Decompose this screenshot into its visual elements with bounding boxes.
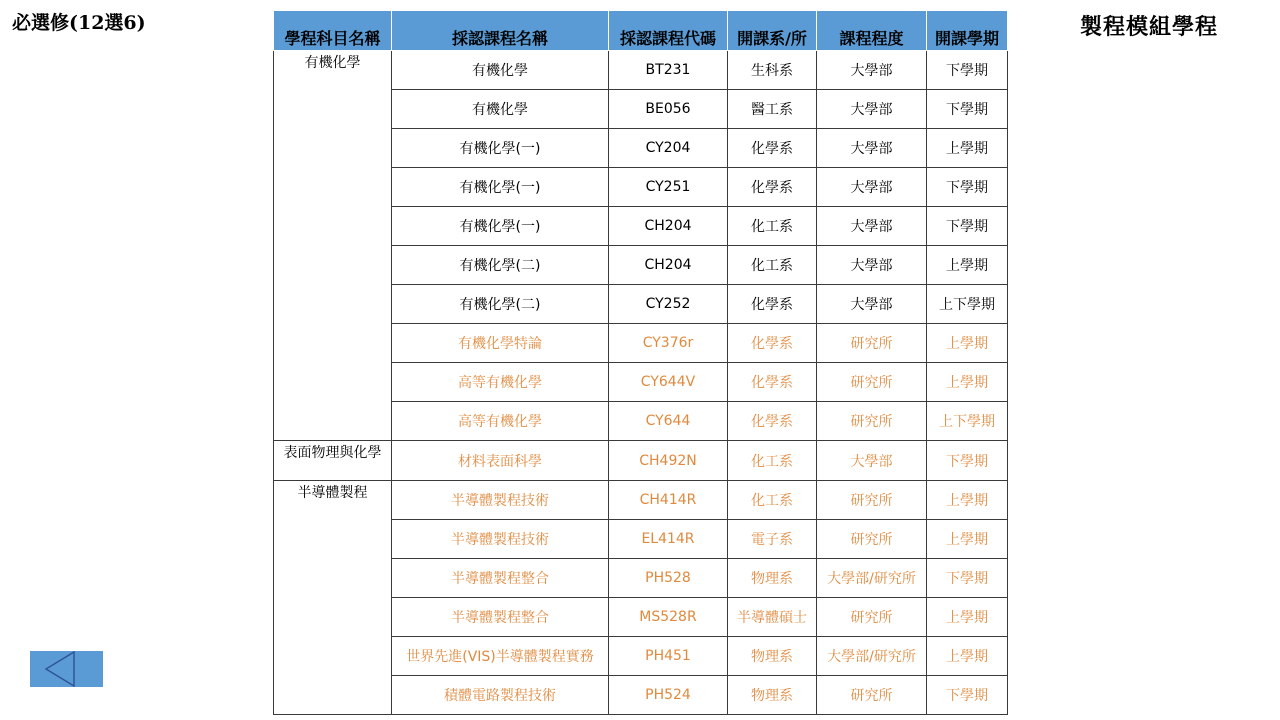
level-cell: 研究所 [817, 363, 927, 402]
column-header-subject: 學程科目名稱 [274, 11, 392, 51]
course-name-cell: 世界先進(VIS)半導體製程實務 [392, 637, 609, 676]
department-cell: 化工系 [728, 481, 817, 520]
course-name-cell: 積體電路製程技術 [392, 676, 609, 715]
course-code-cell: EL414R [609, 520, 728, 559]
department-cell: 化學系 [728, 168, 817, 207]
subject-cell: 半導體製程 [274, 481, 392, 715]
level-cell: 大學部 [817, 441, 927, 481]
level-cell: 大學部/研究所 [817, 637, 927, 676]
department-cell: 物理系 [728, 676, 817, 715]
subject-cell: 有機化學 [274, 51, 392, 441]
term-cell: 上學期 [927, 520, 1008, 559]
course-name-cell: 有機化學 [392, 51, 609, 90]
level-cell: 大學部/研究所 [817, 559, 927, 598]
level-cell: 大學部 [817, 51, 927, 90]
table-row [274, 51, 1008, 90]
level-cell: 研究所 [817, 402, 927, 441]
course-name-cell: 有機化學 [392, 90, 609, 129]
table-row [274, 441, 1008, 481]
column-header-level: 課程程度 [817, 11, 927, 51]
department-cell: 化學系 [728, 324, 817, 363]
term-cell: 下學期 [927, 90, 1008, 129]
department-cell: 物理系 [728, 559, 817, 598]
program-title: 製程模組學程 [1080, 14, 1219, 40]
level-cell: 大學部 [817, 246, 927, 285]
course-name-cell: 有機化學(一) [392, 168, 609, 207]
course-code-cell: MS528R [609, 598, 728, 637]
column-header-course-code: 採認課程代碼 [609, 11, 728, 51]
department-cell: 化工系 [728, 441, 817, 481]
level-cell: 大學部 [817, 207, 927, 246]
level-cell: 大學部 [817, 129, 927, 168]
term-cell: 下學期 [927, 441, 1008, 481]
column-header-term: 開課學期 [927, 11, 1008, 51]
department-cell: 化學系 [728, 285, 817, 324]
department-cell: 物理系 [728, 637, 817, 676]
course-name-cell: 有機化學(一) [392, 129, 609, 168]
course-code-cell: PH528 [609, 559, 728, 598]
course-name-cell: 有機化學特論 [392, 324, 609, 363]
column-header-department: 開課系/所 [728, 11, 817, 51]
course-code-cell: CY376r [609, 324, 728, 363]
course-code-cell: PH451 [609, 637, 728, 676]
course-name-cell: 材料表面科學 [392, 441, 609, 481]
level-cell: 大學部 [817, 285, 927, 324]
term-cell: 下學期 [927, 168, 1008, 207]
level-cell: 研究所 [817, 481, 927, 520]
triangle-left-icon [30, 651, 103, 687]
course-code-cell: CH204 [609, 246, 728, 285]
course-code-cell: BE056 [609, 90, 728, 129]
course-name-cell: 半導體製程技術 [392, 520, 609, 559]
course-code-cell: PH524 [609, 676, 728, 715]
course-code-cell: CH204 [609, 207, 728, 246]
term-cell: 上學期 [927, 637, 1008, 676]
course-name-cell: 有機化學(一) [392, 207, 609, 246]
column-header-course-name: 採認課程名稱 [392, 11, 609, 51]
term-cell: 上學期 [927, 481, 1008, 520]
course-name-cell: 半導體製程整合 [392, 598, 609, 637]
course-code-cell: BT231 [609, 51, 728, 90]
course-name-cell: 高等有機化學 [392, 402, 609, 441]
department-cell: 化學系 [728, 129, 817, 168]
term-cell: 下學期 [927, 676, 1008, 715]
term-cell: 下學期 [927, 207, 1008, 246]
back-button[interactable] [30, 651, 103, 687]
department-cell: 生科系 [728, 51, 817, 90]
course-code-cell: CY204 [609, 129, 728, 168]
level-cell: 大學部 [817, 90, 927, 129]
term-cell: 上下學期 [927, 402, 1008, 441]
course-table [273, 10, 1008, 715]
term-cell: 上下學期 [927, 285, 1008, 324]
course-name-cell: 半導體製程技術 [392, 481, 609, 520]
course-code-cell: CH492N [609, 441, 728, 481]
course-code-cell: CY252 [609, 285, 728, 324]
program-requirement-title: 必選修(12選6) [12, 12, 146, 34]
course-code-cell: CY644V [609, 363, 728, 402]
table-row [274, 481, 1008, 520]
department-cell: 電子系 [728, 520, 817, 559]
course-name-cell: 高等有機化學 [392, 363, 609, 402]
term-cell: 上學期 [927, 598, 1008, 637]
department-cell: 化工系 [728, 246, 817, 285]
course-code-cell: CY644 [609, 402, 728, 441]
department-cell: 半導體碩士 [728, 598, 817, 637]
course-name-cell: 有機化學(二) [392, 285, 609, 324]
term-cell: 上學期 [927, 129, 1008, 168]
level-cell: 研究所 [817, 520, 927, 559]
level-cell: 研究所 [817, 324, 927, 363]
department-cell: 醫工系 [728, 90, 817, 129]
course-name-cell: 有機化學(二) [392, 246, 609, 285]
level-cell: 研究所 [817, 598, 927, 637]
table-body [274, 51, 1008, 715]
term-cell: 上學期 [927, 363, 1008, 402]
level-cell: 研究所 [817, 676, 927, 715]
level-cell: 大學部 [817, 168, 927, 207]
course-code-cell: CH414R [609, 481, 728, 520]
department-cell: 化學系 [728, 402, 817, 441]
course-name-cell: 半導體製程整合 [392, 559, 609, 598]
table-header-row [274, 11, 1008, 51]
course-code-cell: CY251 [609, 168, 728, 207]
term-cell: 上學期 [927, 246, 1008, 285]
term-cell: 上學期 [927, 324, 1008, 363]
term-cell: 下學期 [927, 51, 1008, 90]
department-cell: 化工系 [728, 207, 817, 246]
department-cell: 化學系 [728, 363, 817, 402]
subject-cell: 表面物理與化學 [274, 441, 392, 481]
term-cell: 下學期 [927, 559, 1008, 598]
